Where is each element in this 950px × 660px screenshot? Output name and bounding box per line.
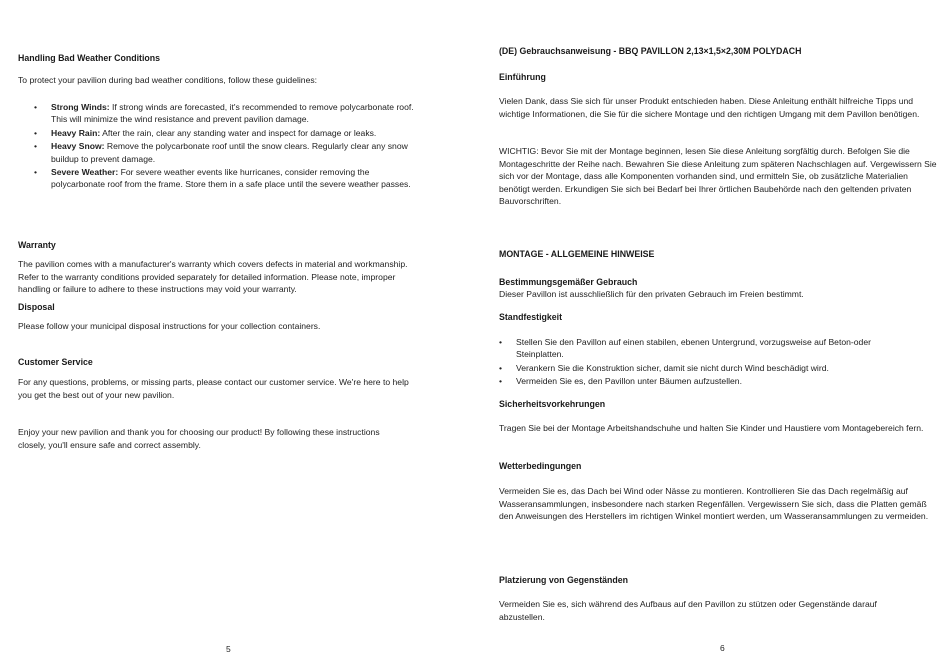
standfestigkeit-list	[499, 336, 894, 389]
list-item: • Heavy Rain: After the rain, clear any standing water and inspect for damage or leaks.	[34, 127, 419, 139]
einfuehrung-heading: Einführung	[499, 72, 546, 82]
einfuehrung-text: Vielen Dank, dass Sie sich für unser Produkt entschieden haben. Diese Anleitung enthält hilfreiche Tipps und wichtige Informationen, die Sie für die sichere Montage und den richtigen Umgang mit dem Pavillon benötigen.	[499, 96, 920, 119]
list-item: • Severe Weather: For severe weather events like hurricanes, consider removing the polycarbonate roof from the frame. Store them in a safe place until the severe weather passes.	[34, 166, 419, 191]
platzierung-text: Vermeiden Sie es, sich während des Aufbaus auf den Pavillon zu stützen oder Gegenstände darauf abzustellen.	[499, 599, 877, 622]
right-page	[475, 0, 950, 660]
customer-service-text: For any questions, problems, or missing parts, please contact our customer service. We're here to help you get the best out of your new pavilion.	[18, 377, 409, 400]
list-item: • Heavy Snow: Remove the polycarbonate roof until the snow clears. Regularly clear any snow buildup to prevent damage.	[34, 140, 419, 165]
closing-text: Enjoy your new pavilion and thank you for choosing our product! By following these instructions closely, you'll ensure safe and correct assembly.	[18, 427, 380, 450]
page-number: 6	[720, 643, 725, 653]
wetter-heading: Wetterbedingungen	[499, 461, 582, 471]
warranty-text: The pavilion comes with a manufacturer's warranty which covers defects in material and workmanship. Refer to the warranty conditions provided separately for detailed information. Please note, improper handling or failure to adhere to these instructions may void your warranty.	[18, 259, 408, 295]
bad-weather-list	[34, 101, 419, 192]
page-number: 5	[226, 644, 231, 654]
bestimmung-text: Dieser Pavillon ist ausschließlich für den privaten Gebrauch im Freien bestimmt.	[499, 289, 804, 299]
warranty-heading: Warranty	[18, 240, 56, 250]
wichtig-text: WICHTIG: Bevor Sie mit der Montage beginnen, lesen Sie diese Anleitung sorgfältig durch. Befolgen Sie die Montageschritte der Reihe nach. Bewahren Sie diese Anleitung zum späteren Nachschlagen auf. Vergewissern Sie sich vor der Montage, dass alle Komponenten vorhanden sind, und ermitteln Sie, ob zusätzliche Materialien benötigt werden. Erkundigen Sie sich bei Bedarf bei Ihrer örtlichen Baubehörde nach den geltenden privaten Bauvorschriften.	[499, 146, 937, 207]
customer-service-heading: Customer Service	[18, 357, 93, 367]
disposal-heading: Disposal	[18, 302, 55, 312]
bestimmung-heading: Bestimmungsgemäßer Gebrauch	[499, 277, 638, 287]
standfestigkeit-heading: Standfestigkeit	[499, 312, 563, 322]
sicherheit-heading: Sicherheitsvorkehrungen	[499, 399, 606, 409]
document-title: (DE) Gebrauchsanweisung - BBQ PAVILLON 2,13×1,5×2,30M POLYDACH	[499, 46, 802, 56]
list-item: • Verankern Sie die Konstruktion sicher, damit sie nicht durch Wind beschädigt wird.	[499, 362, 894, 374]
wetter-text: Vermeiden Sie es, das Dach bei Wind oder Nässe zu montieren. Kontrollieren Sie das Dach regelmäßig auf Wasseransammlungen, insbesondere nach starken Regenfällen. Vergewissern Sie sich, dass die Platten gemäß den Anweisungen des Herstellers im richtigen Winkel montiert werden, um Wasseransammlungen zu vermeiden.	[499, 486, 929, 522]
sicherheit-text: Tragen Sie bei der Montage Arbeitshandschuhe und halten Sie Kinder und Haustiere vom Montagebereich fern.	[499, 423, 924, 433]
bad-weather-heading: Handling Bad Weather Conditions	[18, 53, 161, 63]
list-item: • Strong Winds: If strong winds are forecasted, it's recommended to remove polycarbonate roof. This will minimize the wind resistance and prevent pavilion damage.	[34, 101, 419, 126]
disposal-text: Please follow your municipal disposal instructions for your collection containers.	[18, 321, 321, 331]
platzierung-heading: Platzierung von Gegenständen	[499, 575, 629, 585]
list-item: • Vermeiden Sie es, den Pavillon unter Bäumen aufzustellen.	[499, 375, 894, 387]
montage-heading: MONTAGE - ALLGEMEINE HINWEISE	[499, 249, 655, 259]
list-item: • Stellen Sie den Pavillon auf einen stabilen, ebenen Untergrund, vorzugsweise auf Beton-oder Steinplatten.	[499, 336, 894, 361]
bad-weather-intro: To protect your pavilion during bad weather conditions, follow these guidelines:	[18, 75, 318, 85]
